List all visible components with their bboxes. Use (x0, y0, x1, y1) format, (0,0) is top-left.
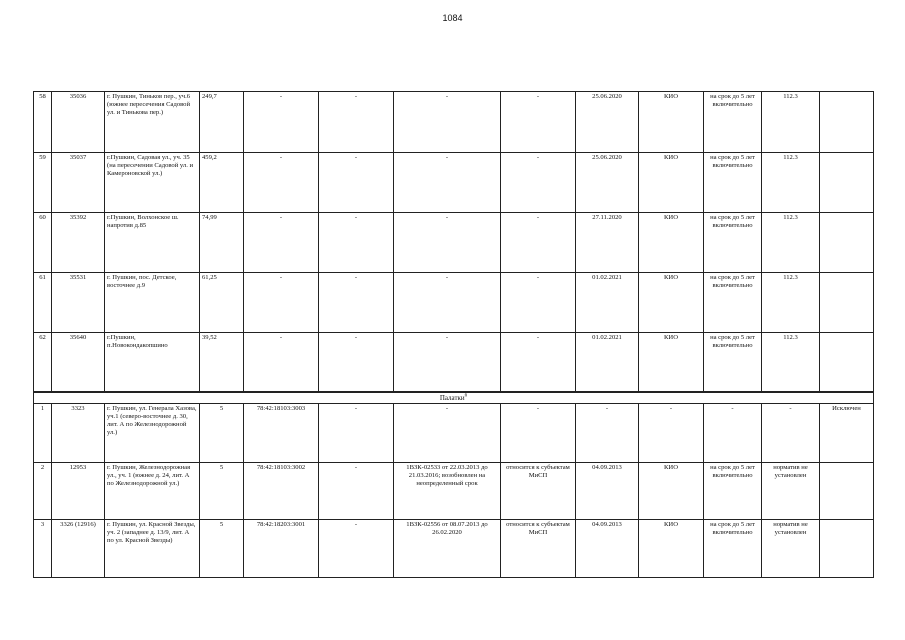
table-row (34, 213, 874, 273)
cell-col8: - (501, 333, 576, 393)
cell-code: норматив не установлен (762, 520, 820, 578)
cell-col8: - (501, 92, 576, 153)
cell-col8: - (501, 213, 576, 273)
cell-org: КИО (639, 213, 704, 273)
cell-col8: - (501, 273, 576, 333)
cell-number: 58 (34, 92, 52, 153)
section-title-text: Палатки (439, 394, 465, 402)
table-row (34, 92, 874, 153)
cell-org: КИО (639, 463, 704, 520)
cell-col7: - (394, 404, 501, 463)
cell-code: 112.3 (762, 153, 820, 213)
cell-col7: - (394, 273, 501, 333)
table-row (34, 333, 874, 393)
cell-cadastral: 78:42:18103:3002 (244, 463, 319, 520)
cell-id: 3326 (12916) (52, 520, 105, 578)
cell-col7: - (394, 153, 501, 213)
cell-col7: - (394, 92, 501, 153)
cell-col6: - (319, 273, 394, 333)
cell-date: 01.02.2021 (576, 273, 639, 333)
cell-area: 39,52 (200, 333, 244, 393)
cell-number: 60 (34, 213, 52, 273)
cell-term: на срок до 5 лет включительно (704, 213, 762, 273)
table-row (34, 153, 874, 213)
cell-note (820, 463, 874, 520)
cell-col6: - (319, 463, 394, 520)
cell-col5: - (244, 153, 319, 213)
cell-col6: - (319, 153, 394, 213)
cell-col8: относится к субъектам МиСП (501, 520, 576, 578)
cell-address: г. Пушкин, пос. Детское, восточнее д.9 (105, 273, 200, 333)
table-row (34, 273, 874, 333)
cell-col6: - (319, 333, 394, 393)
cell-id: 35392 (52, 213, 105, 273)
cell-code: норматив не установлен (762, 463, 820, 520)
cell-date: 04.09.2013 (576, 463, 639, 520)
cell-area: 459,2 (200, 153, 244, 213)
cell-note: Исключен (820, 404, 874, 463)
section-header-row (34, 392, 874, 404)
cell-note (820, 92, 874, 153)
cell-address: г. Пушкин, ул. Красной Звезды, уч. 2 (западнее д. 13/9, лит. А по ул. Красной Звезды) (105, 520, 200, 578)
cell-area: 5 (200, 404, 244, 463)
cell-number: 61 (34, 273, 52, 333)
cell-col6: - (319, 213, 394, 273)
cell-term: на срок до 5 лет включительно (704, 520, 762, 578)
cell-org: КИО (639, 520, 704, 578)
cell-id: 35037 (52, 153, 105, 213)
cell-id: 3323 (52, 404, 105, 463)
cell-note (820, 273, 874, 333)
cell-id: 35531 (52, 273, 105, 333)
cell-address: г. Пушкин, Железнодорожная ул., уч. 1 (южнее д. 24, лит. А по Железнодорожной ул.) (105, 463, 200, 520)
cell-col6: - (319, 404, 394, 463)
cell-number: 2 (34, 463, 52, 520)
cell-id: 35640 (52, 333, 105, 393)
section-footnote-mark: 6 (464, 393, 468, 399)
cell-area: 5 (200, 463, 244, 520)
cell-col5: - (244, 213, 319, 273)
cell-col5: - (244, 333, 319, 393)
cell-col5: - (244, 92, 319, 153)
cell-org: КИО (639, 153, 704, 213)
table-row (34, 520, 874, 578)
cell-number: 1 (34, 404, 52, 463)
cell-id: 12953 (52, 463, 105, 520)
cell-org: КИО (639, 333, 704, 393)
cell-col7: - (394, 213, 501, 273)
cell-address: г.Пушкин, Волхонское ш. напротив д.85 (105, 213, 200, 273)
cell-org: - (639, 404, 704, 463)
cell-note (820, 153, 874, 213)
registry-table (33, 91, 874, 578)
page-number: 1084 (442, 13, 463, 23)
cell-code: 112.3 (762, 273, 820, 333)
table-row (34, 463, 874, 520)
cell-note (820, 333, 874, 393)
cell-date: 27.11.2020 (576, 213, 639, 273)
cell-id: 35036 (52, 92, 105, 153)
cell-org: КИО (639, 273, 704, 333)
cell-note (820, 520, 874, 578)
cell-org: КИО (639, 92, 704, 153)
cell-address: г. Пушкин, Тиньков пер., уч.6 (южнее пересечения Садовой ул. и Тинькова пер.) (105, 92, 200, 153)
cell-area: 74,99 (200, 213, 244, 273)
cell-col8: - (501, 404, 576, 463)
cell-code: 112.3 (762, 92, 820, 153)
cell-cadastral: 78:42:18103:3003 (244, 404, 319, 463)
section-title (34, 392, 874, 404)
cell-term: на срок до 5 лет включительно (704, 92, 762, 153)
cell-date: 04.09.2013 (576, 520, 639, 578)
cell-number: 62 (34, 333, 52, 393)
cell-col6: - (319, 92, 394, 153)
cell-cadastral: 78:42:18203:3001 (244, 520, 319, 578)
cell-col6: - (319, 520, 394, 578)
cell-col7: 1ВЗК-02533 от 22.03.2013 до 21.03.2016; возобновлен на неопределенный срок (394, 463, 501, 520)
cell-address: г. Пушкин, ул. Генерала Хазова, уч.1 (северо-восточнее д. 30, лит. А по Железнодорожной ул.) (105, 404, 200, 463)
cell-col8: относится к субъектам МиСП (501, 463, 576, 520)
cell-term: на срок до 5 лет включительно (704, 153, 762, 213)
cell-address: г.Пушкин, Садовая ул., уч. 35 (на пересечении Садовой ул. и Камероновской ул.) (105, 153, 200, 213)
cell-number: 3 (34, 520, 52, 578)
cell-number: 59 (34, 153, 52, 213)
cell-col5: - (244, 273, 319, 333)
cell-area: 61,25 (200, 273, 244, 333)
cell-term: на срок до 5 лет включительно (704, 273, 762, 333)
cell-code: 112.3 (762, 333, 820, 393)
cell-date: 25.06.2020 (576, 153, 639, 213)
cell-code: - (762, 404, 820, 463)
cell-term: - (704, 404, 762, 463)
cell-area: 5 (200, 520, 244, 578)
cell-code: 112.3 (762, 213, 820, 273)
cell-address: г.Пушкин, п.Новокондакопшино (105, 333, 200, 393)
cell-term: на срок до 5 лет включительно (704, 463, 762, 520)
cell-note (820, 213, 874, 273)
cell-col8: - (501, 153, 576, 213)
table-row (34, 404, 874, 463)
cell-col7: - (394, 333, 501, 393)
cell-col7: 1ВЗК-02556 от 08.07.2013 до 26.02.2020 (394, 520, 501, 578)
cell-date: 25.06.2020 (576, 92, 639, 153)
cell-area: 249,7 (200, 92, 244, 153)
cell-date: 01.02.2021 (576, 333, 639, 393)
cell-date: - (576, 404, 639, 463)
cell-term: на срок до 5 лет включительно (704, 333, 762, 393)
